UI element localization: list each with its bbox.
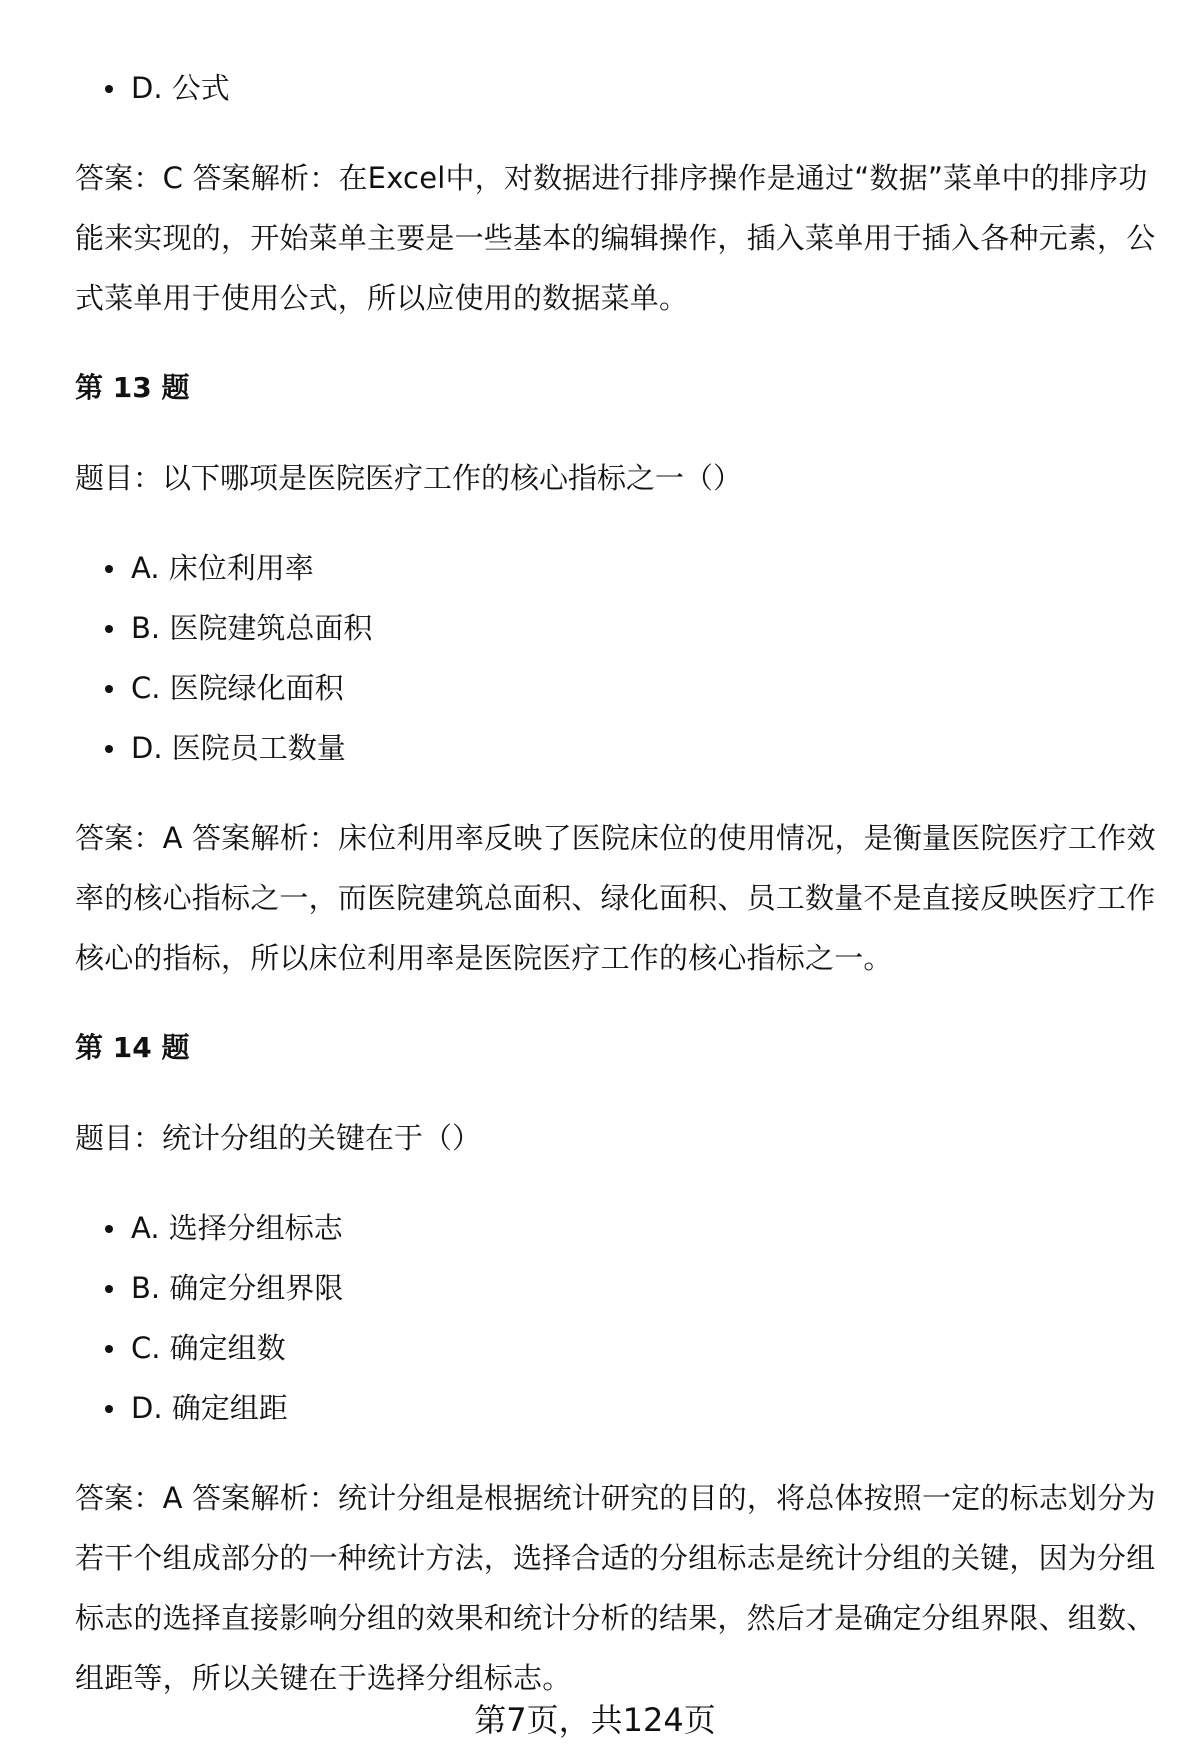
question-13-text: 题目：以下哪项是医院医疗工作的核心指标之一（） [75,461,743,495]
question-14-options [75,1198,1165,1438]
option-c: C. 医院绿化面积 [75,658,1165,718]
question-14-heading: 第 14 题 [75,1031,190,1064]
page-number-footer: 第7页，共124页 [474,1701,716,1739]
question-13-heading: 第 13 题 [75,371,190,404]
option-d: D. 确定组距 [75,1378,1165,1438]
question-13-options [75,538,1165,778]
question-13-answer: 答案：A 答案解析：床位利用率反映了医院床位的使用情况，是衡量医院医疗工作效率的核心指标之一，而医院建筑总面积、绿化面积、员工数量不是直接反映医疗工作核心的指标，所以床位利用率是医院医疗工作的核心指标之一。 [75,821,1156,975]
option-a: A. 床位利用率 [75,538,1165,598]
question-14-answer: 答案：A 答案解析：统计分组是根据统计研究的目的，将总体按照一定的标志划分为若干个组成部分的一种统计方法，选择合适的分组标志是统计分组的关键，因为分组标志的选择直接影响分组的效果和统计分析的结果，然后才是确定分组界限、组数、组距等，所以关键在于选择分组标志。 [75,1481,1156,1695]
option-d: D. 医院员工数量 [75,718,1165,778]
prev-answer-text: 答案：C 答案解析：在Excel中，对数据进行排序操作是通过“数据”菜单中的排序功能来实现的，开始菜单主要是一些基本的编辑操作，插入菜单用于插入各种元素，公式菜单用于使用公式，所以应使用的数据菜单。 [75,161,1156,315]
option-b: B. 确定分组界限 [75,1258,1165,1318]
option-d: D. 公式 [75,58,1165,118]
prev-question-options [75,58,1165,118]
page-content [75,58,1165,1708]
option-c: C. 确定组数 [75,1318,1165,1378]
option-a: A. 选择分组标志 [75,1198,1165,1258]
option-b: B. 医院建筑总面积 [75,598,1165,658]
question-14-text: 题目：统计分组的关键在于（） [75,1121,482,1155]
